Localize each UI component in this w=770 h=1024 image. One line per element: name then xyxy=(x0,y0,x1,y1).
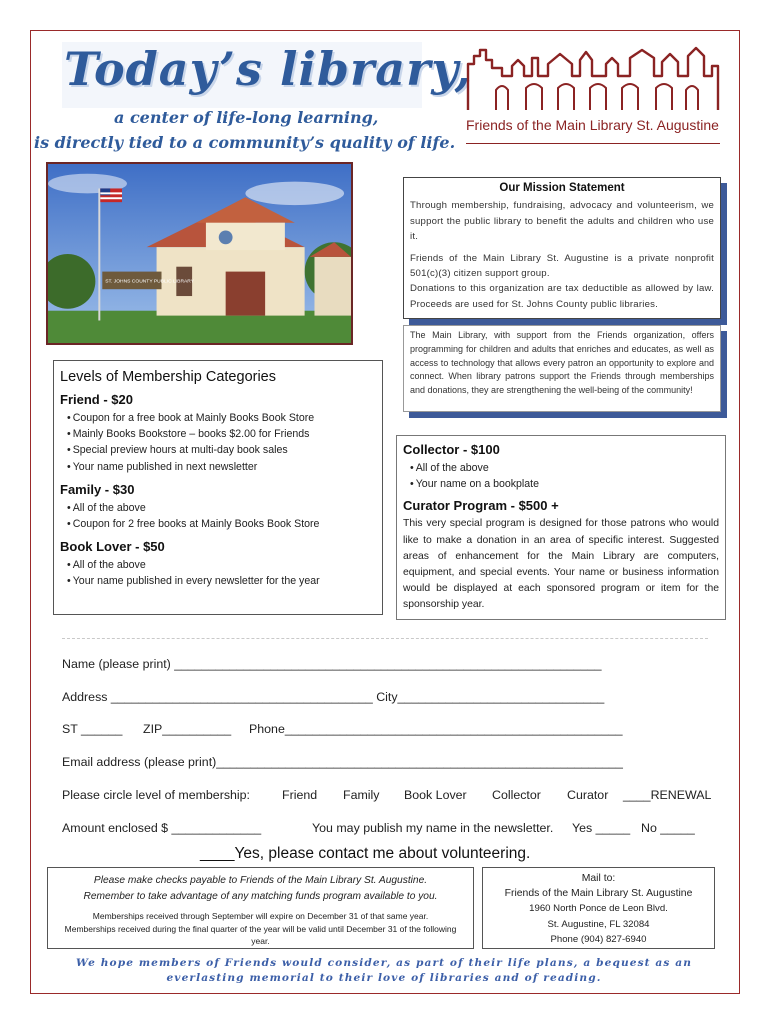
list-item: • Coupon for a free book at Mainly Books Book Store xyxy=(67,410,376,426)
list-item: • Your name on a bookplate xyxy=(410,476,719,492)
mission-paragraph-2: Friends of the Main Library St. Augustine is a private nonprofit 501(c)(3) citizen support group. xyxy=(410,252,714,280)
mission-statement-box xyxy=(403,177,721,319)
library-skyline-logo xyxy=(466,46,720,112)
name-field[interactable]: Name (please print) ______________________________________________________________ xyxy=(62,657,602,671)
tier-collector xyxy=(403,442,719,492)
zip-field[interactable]: ZIP__________ xyxy=(143,722,232,736)
mail-label: Mail to: xyxy=(581,873,616,884)
expiry-note-1: Memberships received through September will expire on December 31 of that same year. xyxy=(92,911,429,921)
expiry-note-2: Memberships received during the final quarter of the year will be valid until December 31 of the following year. xyxy=(64,923,457,946)
library-building-photo xyxy=(46,162,353,345)
list-item: • All of the above xyxy=(67,500,376,516)
mail-street: 1960 North Ponce de Leon Blvd. xyxy=(529,903,668,915)
mail-phone: Phone (904) 827-6940 xyxy=(550,933,647,945)
tagline-line-2: is directly tied to a community’s quality of life. xyxy=(34,133,456,152)
publish-yes-field[interactable]: Yes _____ xyxy=(572,821,631,835)
email-field[interactable]: Email address (please print)___________________________________________________________ xyxy=(62,755,623,769)
tier-family xyxy=(60,482,376,532)
tagline-line-1: a center of life-long learning, xyxy=(114,108,379,127)
organization-name: Friends of the Main Library St. Augustine xyxy=(466,117,719,133)
list-item: • Mainly Books Bookstore – books $2.00 for Friends xyxy=(67,426,376,442)
headline: Today’s library, xyxy=(64,42,472,96)
publish-question: You may publish my name in the newsletter. xyxy=(312,821,554,835)
premium-levels-box xyxy=(396,435,726,620)
list-item: • All of the above xyxy=(410,460,719,476)
membership-level-label: Please circle level of membership: xyxy=(62,788,251,802)
photo-sign-text: ST. JOHNS COUNTY PUBLIC LIBRARY xyxy=(105,279,195,285)
tier-curator-title: Curator Program - $500 + xyxy=(403,498,559,514)
levels-title: Levels of Membership Categories xyxy=(60,369,276,385)
matching-funds-note: Remember to take advantage of any matching funds program available to you. xyxy=(83,891,438,902)
curator-description: This very special program is designed for those patrons who would like to make a donation in an area of specific interest. Suggested areas of enhancement for the Main Library are computers, equipment, and special events. Your name or business information would be displayed at each sponsored program or item for the sponsorship year. xyxy=(403,518,719,611)
about-library-box: The Main Library, with support from the Friends organization, offers programming for children and adults that enriches and educates, as well as access to technology that allows every patron an opportunity to explore and connect. When library patrons support the Friends through memberships and donations, they are strengthening the well-being of the community! xyxy=(403,325,721,412)
list-item: • All of the above xyxy=(67,557,376,573)
tier-collector-title: Collector - $100 xyxy=(403,442,500,457)
header-divider xyxy=(466,143,720,144)
payment-instructions-box xyxy=(47,867,474,949)
tier-book-lover-title: Book Lover - $50 xyxy=(60,539,165,555)
amount-field[interactable]: Amount enclosed $ _____________ xyxy=(62,821,262,835)
st-field[interactable]: ST ______ xyxy=(62,722,123,736)
option-renewal[interactable]: ____RENEWAL xyxy=(623,788,712,802)
list-item: • Your name published in next newsletter xyxy=(67,459,376,475)
mail-city: St. Augustine, FL 32084 xyxy=(547,918,650,930)
mailing-address-box xyxy=(482,867,715,949)
list-item: • Special preview hours at multi-day book sales xyxy=(67,442,376,458)
membership-levels-box xyxy=(53,360,383,615)
closing-bequest-text: We hope members of Friends would consider, as part of their life plans, a bequest as an everlasting memorial to their love of libraries and of reading. xyxy=(75,957,693,984)
volunteer-checkline[interactable]: ____Yes, please contact me about volunteering. xyxy=(200,845,531,862)
tier-friend-title: Friend - $20 xyxy=(60,392,133,407)
option-friend[interactable]: Friend xyxy=(282,788,318,802)
address-city-field[interactable]: Address ______________________________________ City______________________________ xyxy=(62,690,605,704)
payable-note: Please make checks payable to Friends of the Main Library St. Augustine. xyxy=(93,875,428,886)
mail-org: Friends of the Main Library St. Augustine xyxy=(504,888,693,900)
tier-curator xyxy=(403,498,719,613)
mission-title: Our Mission Statement xyxy=(499,182,625,194)
mission-paragraph-3: Donations to this organization are tax deductible as allowed by law. Proceeds are used for St. Johns County public libraries. xyxy=(410,283,714,310)
option-book-lover[interactable]: Book Lover xyxy=(404,788,467,802)
publish-no-field[interactable]: No _____ xyxy=(641,821,695,835)
option-curator[interactable]: Curator xyxy=(567,788,609,802)
list-item: • Your name published in every newsletter for the year xyxy=(67,573,376,589)
cut-line xyxy=(62,638,708,639)
phone-field[interactable]: Phone_________________________________________________ xyxy=(249,722,623,736)
tier-friend xyxy=(60,392,376,475)
list-item: • Coupon for 2 free books at Mainly Books Book Store xyxy=(67,516,376,532)
tier-family-title: Family - $30 xyxy=(60,481,135,497)
mission-paragraph-1: Through membership, fundraising, advocacy and volunteerism, we support the public library to benefit the adults and children who use it. xyxy=(410,200,714,243)
option-family[interactable]: Family xyxy=(343,788,380,802)
tier-book-lover xyxy=(60,539,376,589)
option-collector[interactable]: Collector xyxy=(492,788,541,802)
